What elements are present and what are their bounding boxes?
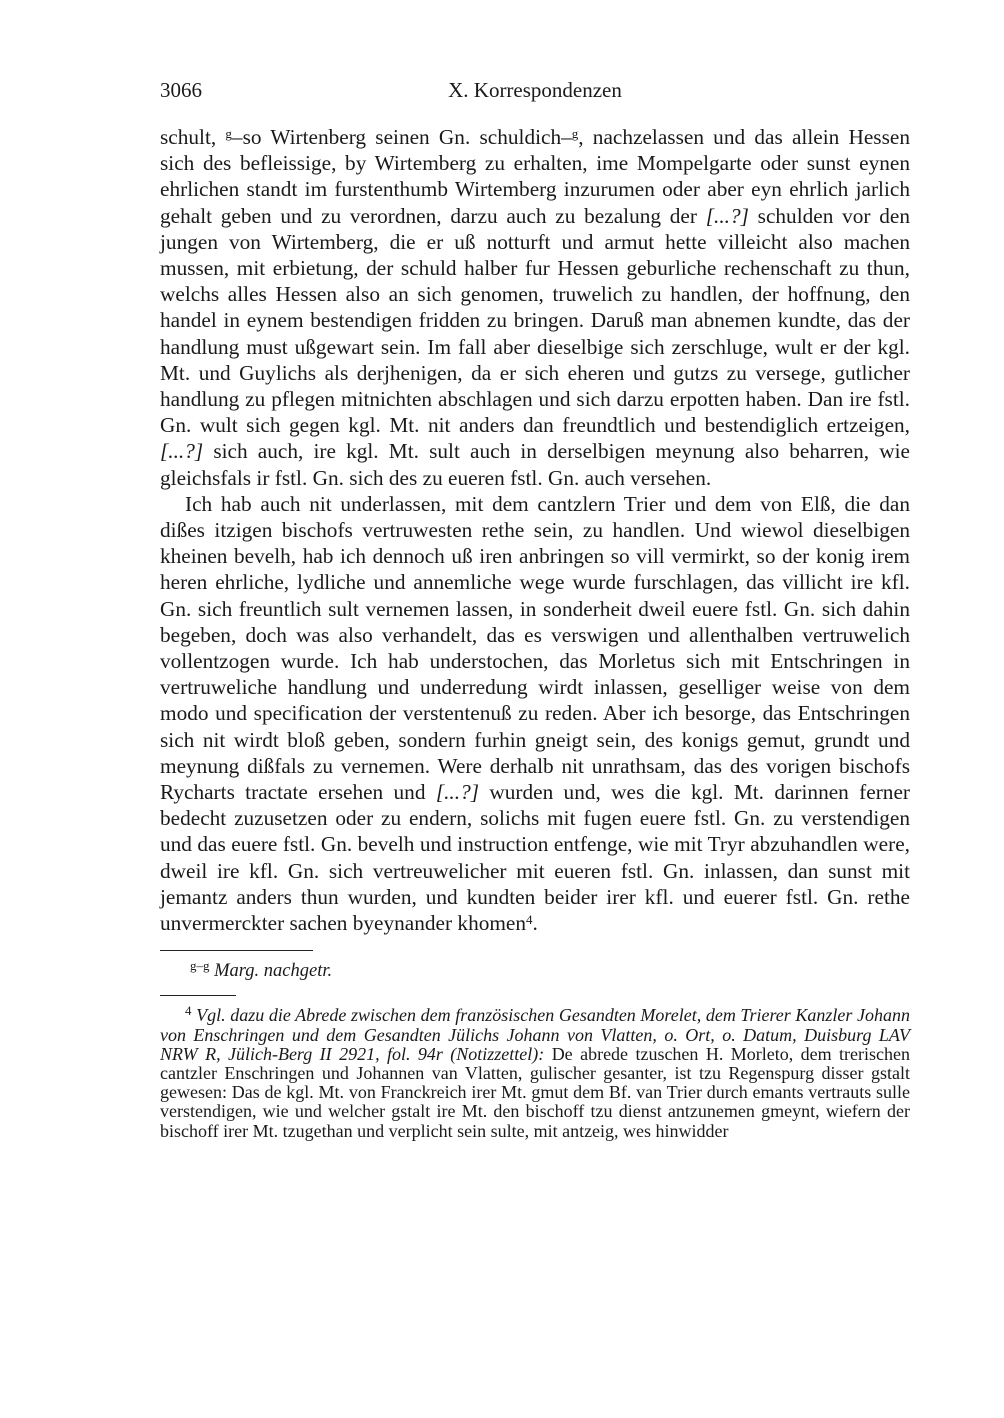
apparatus-rule <box>160 950 313 951</box>
note-marker: 4 <box>185 1003 192 1019</box>
italic-text: [...?] <box>435 780 480 805</box>
note-marker: 4 <box>526 912 533 928</box>
page-header <box>160 78 910 108</box>
italic-text: [...?] <box>160 439 204 464</box>
paragraph-1: schult, $^g$–so Wirtenberg seinen Gn. schuldich–$^g$, nachzelassen und das allein Hessen sich des befleissige, by Wirtemberg zu erhalten, ime Mompelgarte oder sunst eynen ehrlichen standt im furstenthumb Wirtemberg inzurumen oder aber eyn ehrlich jarlich gehalt geben und zu verordnen, darzu auch zu bezalung der [...?] schulden vor den jungen von Wirtemberg, die er uß notturft und armut hette villeicht also machen mussen, mit erbietung, der schuld halber fur Hessen geburliche rechenschaft zu thun, welchs alles Hessen also an sich genomen, truwelich zu handlen, der hoffnung, den handel in eynem bestendigen fridden zu bringen. Daruß man abnemen kundte, das der handlung must ußgewart sein. Im fall aber dieselbige sich zerschluge, wult er der kgl. Mt. und Guylichs als derjhenigen, da er sich eheren und gutzs zu versege, gutlicher handlung zu pflegen mitnichten abschlagen und sich darzu erpotten haben. Dan ire fstl. Gn. wult sich gegen kgl. Mt. nit anders dan freundtlich und bestendiglich ertzeigen, [...?] sich auch, ire kgl. Mt. sult auch in derselbigen meynung also beharren, wie gleichsfals ir fstl. Gn. sich des zu eueren fstl. Gn. auch versehen. <box>160 125 910 490</box>
note-marker: g <box>571 126 579 141</box>
footnote-rule <box>160 995 236 996</box>
page <box>160 78 910 1141</box>
italic-text: Vgl. dazu die Abrede zwischen dem französischen Gesandten Morelet, dem Trierer Kanzler Johann von Enschringen und dem Gesandten Jülichs Johann von Vlatten, o. Ort, o. Datum, Duisburg LAV NRW R, Jülich-Berg II 2921, fol. 94r (Notizzettel): <box>160 1005 910 1064</box>
italic-text: [...?] <box>705 203 749 228</box>
running-title: X. Korrespondenzen <box>448 78 622 102</box>
apparatus-note <box>190 959 910 983</box>
note-marker: g <box>225 126 232 141</box>
main-text <box>160 124 910 936</box>
note-marker: g–g <box>190 958 210 974</box>
italic-text: Marg. nachgetr. <box>214 961 333 982</box>
footnote-4: $^4$ Vgl. dazu die Abrede zwischen dem französischen Gesandten Morelet, dem Trierer Kanzler Johann von Enschringen und dem Gesandten Jülichs Johann von Vlatten, o. Ort, o. Datum, Duisburg LAV NRW R, Jülich-Berg II 2921, fol. 94r (Notizzettel): De abrede tzuschen H. Morleto, dem trerischen cantzler Enschringen und Johannen van Vlatten, gulischer gesanter, ist tzu Regenspurg disser gstalt gewesen: Das de kgl. Mt. von Franckreich irer Mt. gmut dem Bf. van Trier durch emants vertrauts sulle verstendigen, wie und welcher gstalt ire Mt. den bischoff tzu dienst antzunemen gmeynt, wiefern der bischoff irer Mt. tzugethan und verplicht sein sulte, mit antzeig, wes hinwidder <box>160 1003 910 1141</box>
paragraph-2: Ich hab auch nit underlassen, mit dem cantzlern Trier und dem von Elß, die dan dißes itzigen bischofs vertruwesten rethe sein, zu handlen. Und wiewol dieselbigen kheinen bevelh, hab ich dennoch uß iren anbringen so vill vermirkt, so der konig irem heren ehrliche, lydliche und annemliche wege wurde furschlagen, das villicht ire kfl. Gn. sich freuntlich sult vernemen lassen, in sonderheit dweil euere fstl. Gn. sich dahin begeben, doch was also verhandelt, das es verswigen und allenthalben vertruwelich vollentzogen wurde. Ich hab understochen, das Morletus sich mit Entschringen in vertruweliche handlung und underredung wirdt inlassen, geselliger weise von dem modo und specification der verstentenuß zu reden. Aber ich besorge, das Entschringen sich nit wirdt bloß geben, sondern furhin gneigt sein, des konigs gemut, grundt und meynung dißfals zu vernemen. Were derhalb nit unrathsam, das des vorigen bischofs Rycharts tractate ersehen und [...?] wurden und, wes die kgl. Mt. darinnen ferner bedecht zuzusetzen oder zu endern, solichs mit fugen euere fstl. Gn. zu verstendigen und das euere fstl. Gn. bevelh und instruction entfenge, wie mit Tryr abzuhandlen were, dweil ire kfl. Gn. sich vertreuwelicher mit eueren fstl. Gn. inlassen, dan sunst mit jemantz anders thun wurden, und kundten beider irer kfl. und euerer fstl. Gn. rethe unvermerckter sachen byeynander khomen$^4$. <box>160 491 910 936</box>
page-number: 3066 <box>160 78 202 102</box>
